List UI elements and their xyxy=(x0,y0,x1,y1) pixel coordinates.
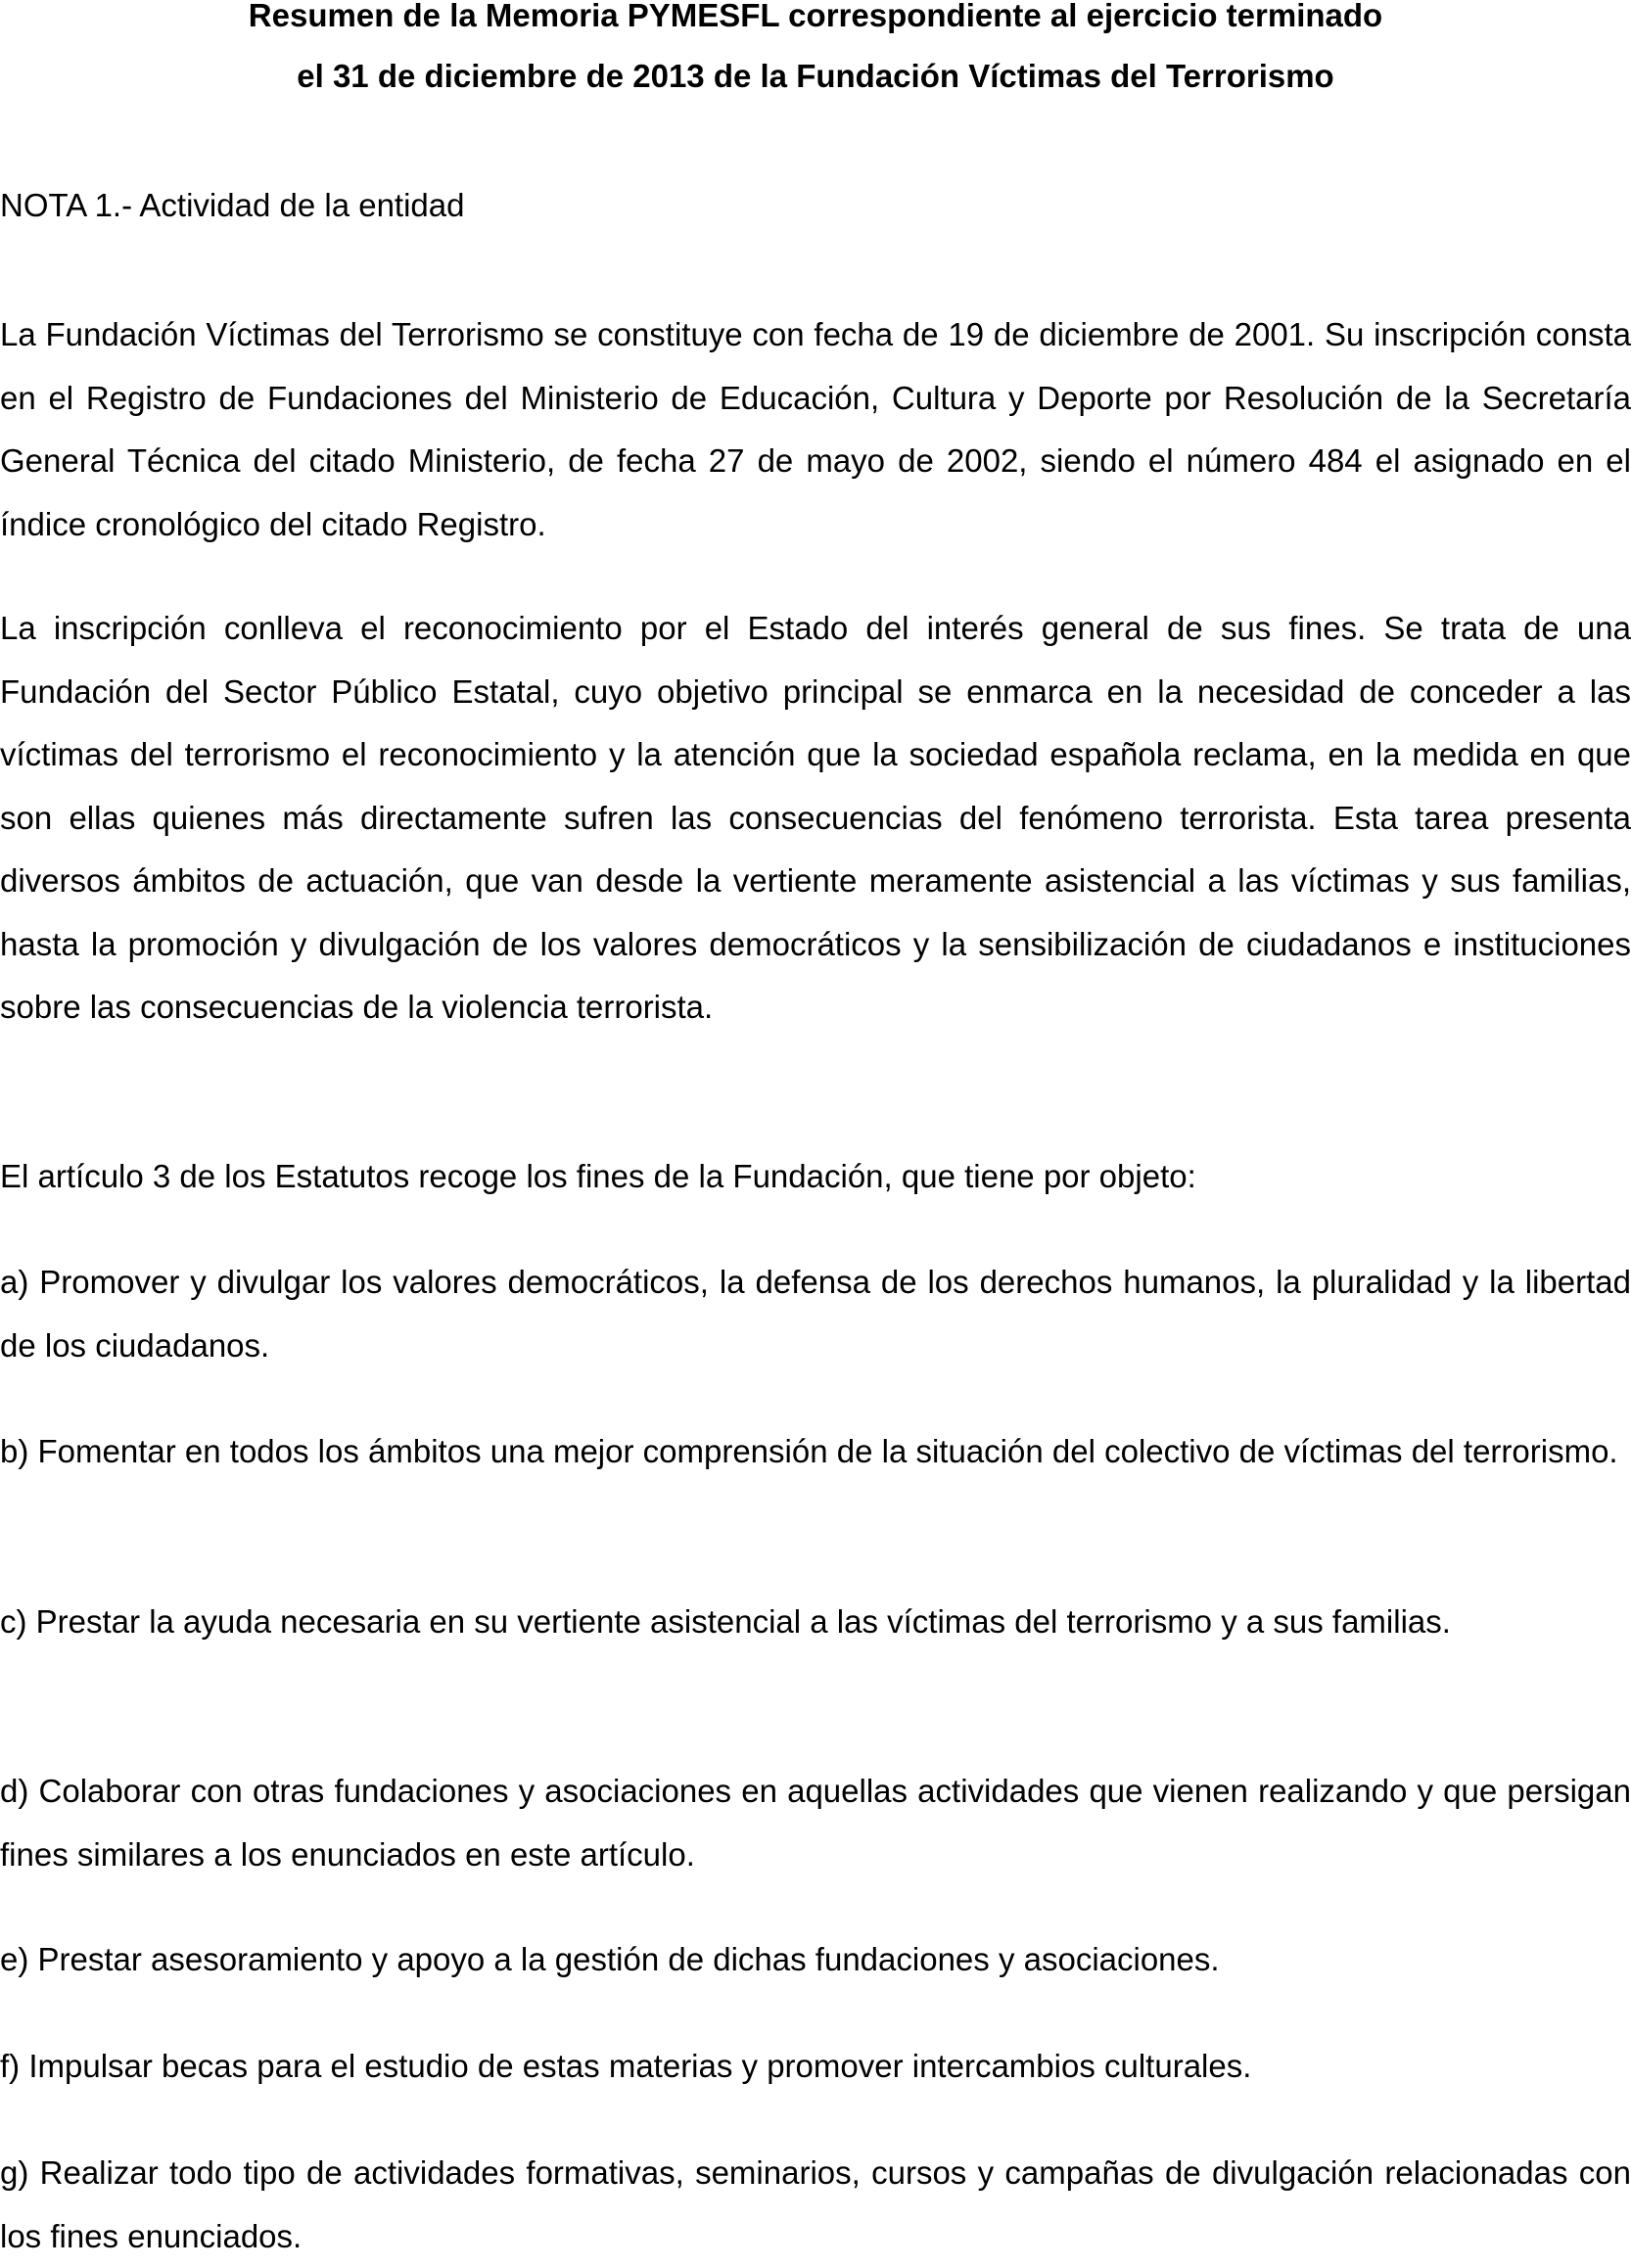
paragraph-general-interest: La inscripción conlleva el reconocimiento por el Estado del interés general de sus fines. Se trata de una Fundación del Sector Público Estatal, cuyo objetivo principal se enmarca en la necesidad de conceder a las víctimas del terrorismo el reconocimiento y la atención que la sociedad española reclama, en la medida en que son ellas quienes más directamente sufren las consecuencias del fenómeno terrorista. Esta tarea presenta diversos ámbitos de actuación, que van desde la vertiente meramente asistencial a las víctimas y sus familias, hasta la promoción y divulgación de los valores democráticos y la sensibilización de ciudadanos e instituciones sobre las consecuencias de la violencia terrorista. xyxy=(0,610,1631,1025)
list-item-f: f) Impulsar becas para el estudio de estas materias y promover intercambios culturales. xyxy=(0,2048,1252,2084)
document-title-line-2: el 31 de diciembre de 2013 de la Fundación Víctimas del Terrorismo xyxy=(297,58,1334,94)
note-heading: NOTA 1.- Actividad de la entidad xyxy=(0,187,465,223)
list-item-c: c) Prestar la ayuda necesaria en su vertiente asistencial a las víctimas del terrorismo y a sus familias. xyxy=(0,1603,1451,1640)
list-item-g: g) Realizar todo tipo de actividades formativas, seminarios, cursos y campañas de divulgación relacionadas con los fines enunciados. xyxy=(0,2154,1631,2254)
list-item-b: b) Fomentar en todos los ámbitos una mejor comprensión de la situación del colectivo de víctimas del terrorismo. xyxy=(0,1433,1618,1469)
list-item-a: a) Promover y divulgar los valores democráticos, la defensa de los derechos humanos, la pluralidad y la libertad de los ciudadanos. xyxy=(0,1264,1631,1364)
document-title-line-1: Resumen de la Memoria PYMESFL correspondiente al ejercicio terminado xyxy=(248,0,1383,33)
list-item-d: d) Colaborar con otras fundaciones y asociaciones en aquellas actividades que vienen realizando y que persigan fines similares a los enunciados en este artículo. xyxy=(0,1773,1631,1873)
list-item-e: e) Prestar asesoramiento y apoyo a la gestión de dichas fundaciones y asociaciones. xyxy=(0,1941,1220,1977)
paragraph-constitution: La Fundación Víctimas del Terrorismo se constituye con fecha de 19 de diciembre de 2001. Su inscripción consta en el Registro de Fundaciones del Ministerio de Educación, Cultura y Deporte por Resolución de la Secretaría General Técnica del citado Ministerio, de fecha 27 de mayo de 2002, siendo el número 484 el asignado en el índice cronológico del citado Registro. xyxy=(0,316,1631,542)
paragraph-article-3: El artículo 3 de los Estatutos recoge los fines de la Fundación, que tiene por objeto: xyxy=(0,1158,1196,1194)
